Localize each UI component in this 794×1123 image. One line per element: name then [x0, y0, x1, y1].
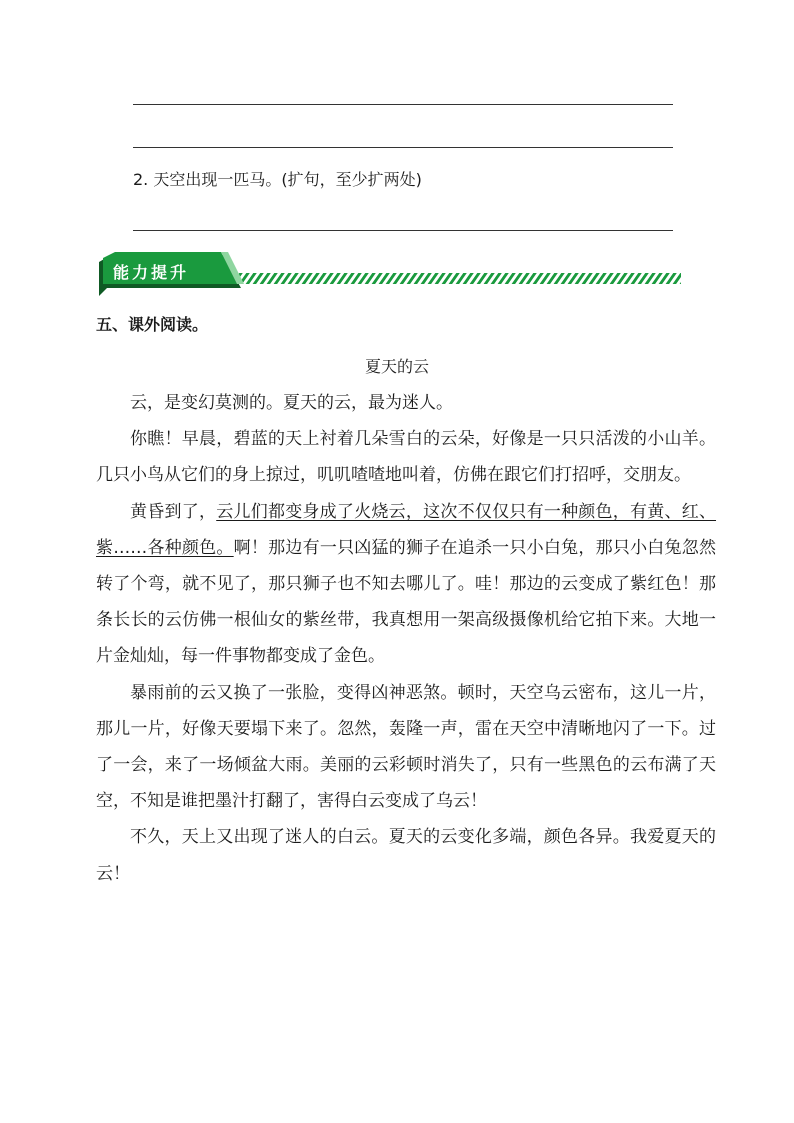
answer-line[interactable]: [133, 147, 673, 148]
question-2: 2. 天空出现一匹马。(扩句，至少扩两处): [133, 170, 422, 189]
paragraph: 暴雨前的云又换了一张脸，变得凶神恶煞。顿时，天空乌云密布，这儿一片，那儿一片，好像天要塌下来了。忽然，轰隆一声，雷在天空中清晰地闪了一下。过了一会，来了一场倾盆大雨。美丽的云彩顿时消失了，只有一些黑色的云布满了天空，不知是谁把墨汁打翻了，害得白云变成了乌云！: [96, 682, 716, 812]
paragraph: [96, 494, 716, 675]
answer-line[interactable]: [133, 104, 673, 105]
paragraph: 不久，天上又出现了迷人的白云。夏天的云变化多端，颜色各异。我爱夏天的云！: [96, 827, 716, 884]
section-banner: [93, 252, 683, 296]
paragraph: 你瞧！早晨，碧蓝的天上衬着几朵雪白的云朵，好像是一只只活泼的小山羊。几只小鸟从它们的身上掠过，叽叽喳喳地叫着，仿佛在跟它们打招呼，交朋友。: [96, 429, 716, 486]
paragraph-text: 啊！那边有一只凶猛的狮子在追杀一只小白兔，那只小白兔忽然转了个弯，就不见了，那只狮子也不知去哪儿了。哇！那边的云变成了紫红色！那条长长的云仿佛一根仙女的紫丝带，我真想用一架高级摄像机给它拍下来。大地一片金灿灿，每一件事物都变成了金色。: [96, 537, 717, 667]
paragraph-text: 黄昏到了，: [130, 501, 217, 522]
section-heading: 五、课外阅读。: [96, 315, 209, 334]
answer-line[interactable]: [133, 230, 673, 231]
article-title: 夏天的云: [364, 357, 429, 376]
paragraph: 云，是变幻莫测的。夏天的云，最为迷人。: [130, 393, 453, 413]
article-body: [96, 385, 716, 892]
banner-label: 能力提升: [113, 263, 190, 282]
underlined-sentence: 云儿们都变身成了火烧云，这次不仅仅只有一种颜色，有黄、红、紫……各种颜色。: [96, 501, 717, 558]
